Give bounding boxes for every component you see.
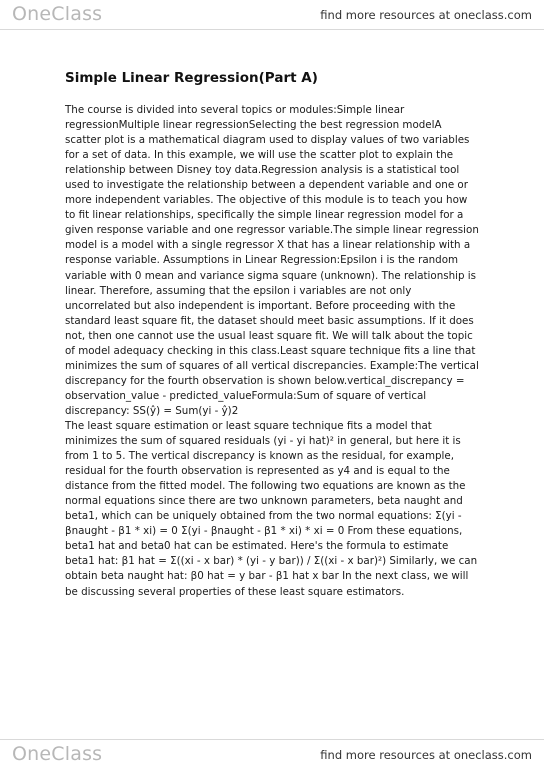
oneclass-logo[interactable]: OneClass xyxy=(12,3,103,25)
header-divider xyxy=(0,29,544,30)
find-more-resources-link[interactable]: find more resources at oneclass.com xyxy=(320,8,532,22)
document-body xyxy=(65,70,480,600)
document-title: Simple Linear Regression(Part A) xyxy=(65,70,318,86)
paragraph: The least square estimation or least square technique fits a model that minimizes the sum of squared residuals (yi - yi hat)² in general, but here it is from 1 to 5. The vertical discrepancy is known as the residual, for example, residual for the fourth observation is represented as y4 and is equal to the distance from the fitted model. The following two equations are known as the normal equations since there are two unknown parameters, beta naught and beta1, which can be uniquely obtained from the two normal equations: Σ(yi - βnaught - β1 * xi) = 0 Σ(yi - βnaught - β1 * xi) * xi = 0 From these equations, beta1 hat and beta0 hat can be estimated. Here's the formula to estimate beta1 hat: β1 hat = Σ((xi - x bar) * (yi - y bar)) / Σ((xi - x bar)²) Similarly, we can obtain beta naught hat: β0 hat = y bar - β1 hat x bar In the next class, we will be discussing several properties of these least square estimators. xyxy=(65,419,478,598)
oneclass-logo[interactable]: OneClass xyxy=(12,743,103,765)
header-bar xyxy=(0,0,544,30)
footer-bar xyxy=(0,740,544,770)
find-more-resources-link[interactable]: find more resources at oneclass.com xyxy=(320,748,532,762)
paragraph: The course is divided into several topics or modules:Simple linear regressionMultiple linear regressionSelecting the best regression modelA scatter plot is a mathematical diagram used to display values of two variables for a set of data. In this example, we will use the scatter plot to explain the relationship between Disney toy data.Regression analysis is a statistical tool used to investigate the relationship between a dependent variable and one or more independent variables. The objective of this module is to teach you how to fit linear relationships, specifically the simple linear regression model for a given response variable and one regressor variable.The simple linear regression model is a model with a single regressor X that has a linear relationship with a response variable. Assumptions in Linear Regression:Epsilon i is the random variable with 0 mean and variance sigma square (unknown). The relationship is linear. Therefore, assuming that the epsilon i variables are not only uncorrelated but also independent is important. Before proceeding with the standard least square fit, the dataset should meet basic assumptions. If it does not, then one cannot use the usual least square fit. We will talk about the topic of model adequacy checking in this class.Least square technique fits a line that minimizes the sum of squares of all vertical discrepancies. Example:The vertical discrepancy for the fourth observation is shown below.vertical_discrepancy = observation_value - predicted_valueFormula:Sum of square of vertical discrepancy: SS(ŷ) = Sum(yi - ŷ)2 xyxy=(65,104,479,417)
